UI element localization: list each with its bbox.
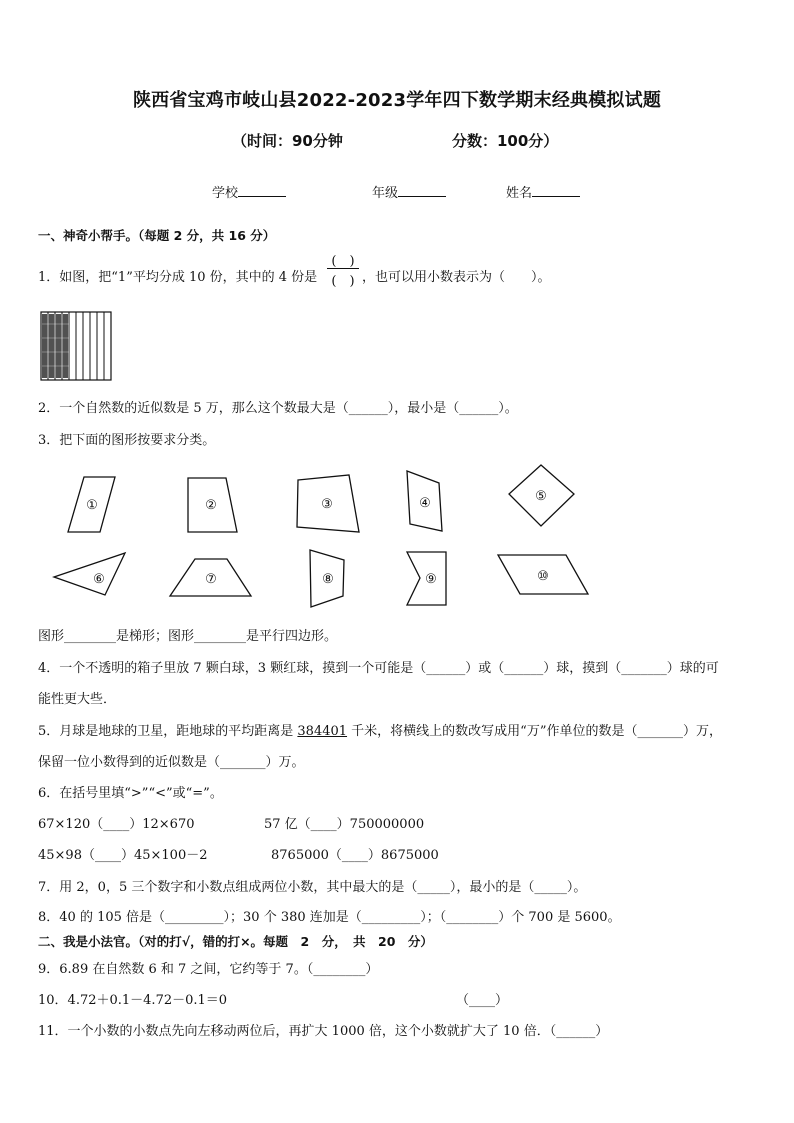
question-4-line2: 能性更大些． xyxy=(38,692,117,707)
section1-heading: 一、神奇小帮手。（每题 2 分，共 16 分） xyxy=(38,228,276,243)
name-label: 姓名 xyxy=(506,186,533,201)
shape-label-6: ⑥ xyxy=(93,572,105,587)
school-label: 学校 xyxy=(212,186,239,201)
question-10: 10．4.72＋0.1－4.72－0.1＝0 xyxy=(38,993,228,1008)
question-3-answer: 图形________是梯形；图形________是平行四边形。 xyxy=(38,629,338,644)
school-field xyxy=(212,182,286,201)
question-4-line1: 4．一个不透明的箱子里放 7 颗白球，3 颗红球，摸到一个可能是（______）或（______）球，摸到（_______）球的可 xyxy=(38,661,719,676)
question-9: 9．6.89 在自然数 6 和 7 之间，它约等于 7。（________） xyxy=(38,962,379,977)
question-8: 8．40 的 105 倍是（_________）；30 个 380 连加是（_________）；（________）个 700 是 5600。 xyxy=(38,910,621,925)
shape-label-1: ① xyxy=(86,498,98,513)
question-7: 7．用 2，0，5 三个数字和小数点组成两位小数，其中最大的是（_____），最小的是（_____）。 xyxy=(38,880,587,895)
page-title: 陕西省宝鸡市岐山县2022-2023学年四下数学期末经典模拟试题 xyxy=(132,90,662,111)
question-2: 2．一个自然数的近似数是 5 万，那么这个数最大是（______），最小是（______）。 xyxy=(38,401,518,416)
question-1-prefix: 1．如图，把“1”平均分成 10 份，其中的 4 份是 xyxy=(38,270,318,285)
question-5-text-a: 5．月球是地球的卫星，距地球的平均距离是 xyxy=(38,724,298,739)
question-6: 6．在括号里填“>”“<”或“=”。 xyxy=(38,786,223,801)
name-field xyxy=(506,182,580,201)
shape-label-5: ⑤ xyxy=(535,489,547,504)
question-5-text-b: 千米，将横线上的数改写成用“万”作单位的数是（_______）万， xyxy=(347,724,722,739)
fraction-numerator: ( ) xyxy=(331,254,355,269)
question-5-line2: 保留一位小数得到的近似数是（_______）万。 xyxy=(38,755,305,770)
shape-label-2: ② xyxy=(205,498,217,513)
exam-score: 分数：100分） xyxy=(452,132,559,150)
question-10-blank: （____） xyxy=(456,993,509,1008)
question-1-fraction xyxy=(327,250,359,288)
question-3: 3．把下面的图形按要求分类。 xyxy=(38,433,216,448)
question-6-item-a1: 67×120（____）12×670 xyxy=(38,817,195,832)
question-6-item-b1: 45×98（____）45×100－2 xyxy=(38,848,208,863)
shape-label-10: ⑩ xyxy=(537,569,549,584)
shape-label-8: ⑧ xyxy=(322,572,334,587)
shape-label-4: ④ xyxy=(419,496,431,511)
question-5-number: 384401 xyxy=(297,724,348,739)
ten-strip-figure xyxy=(40,310,114,382)
shape-label-3: ③ xyxy=(321,497,333,512)
section2-heading: 二、我是小法官。（对的打√，错的打×。每题 2 分， 共 20 分） xyxy=(38,934,433,949)
grade-field xyxy=(372,182,446,201)
shapes-figure xyxy=(40,455,600,615)
question-6-item-b2: 8765000（____）8675000 xyxy=(271,848,439,863)
question-1-suffix: ，也可以用小数表示为（ ）。 xyxy=(362,270,551,285)
question-11: 11．一个小数的小数点先向左移动两位后，再扩大 1000 倍，这个小数就扩大了 10 倍．（______） xyxy=(38,1024,609,1039)
question-5-line1 xyxy=(38,720,722,739)
shape-label-7: ⑦ xyxy=(205,572,217,587)
shape-6 xyxy=(54,553,125,595)
exam-time: （时间：90分钟 xyxy=(232,132,343,150)
fraction-denominator: ( ) xyxy=(331,274,355,289)
question-6-item-a2: 57 亿（____）750000000 xyxy=(264,817,425,832)
grade-label: 年级 xyxy=(372,186,399,201)
shape-label-9: ⑨ xyxy=(425,572,437,587)
